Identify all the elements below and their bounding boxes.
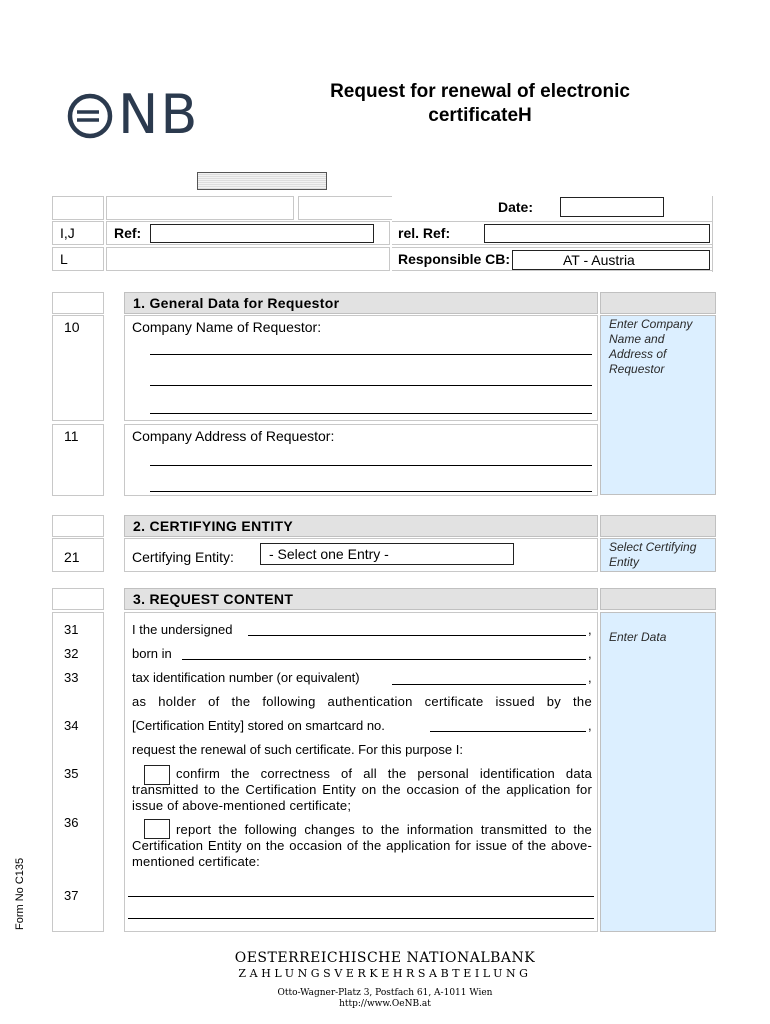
r34-text: [Certification Entity] stored on smartcard no.	[132, 718, 385, 733]
title-line-1: Request for renewal of electronic	[330, 81, 630, 102]
section2-hint: Select Certifying Entity	[609, 540, 697, 569]
r36-text-content: report the following changes to the information transmitted to the Certification Entity on the occasion of the application for issue of the above-mentioned certificate:	[132, 822, 592, 869]
field11-label: Company Address of Requestor:	[132, 428, 335, 444]
section2-header: 2. CERTIFYING ENTITY	[124, 515, 598, 537]
r35-text-content: confirm the correctness of all the personal identification data transmitted to the Certification Entity on the occasion of the application for issue of above-mentioned certificate;	[132, 766, 592, 813]
changes-input-line-2[interactable]	[128, 918, 594, 919]
r33-comma: ,	[588, 670, 592, 685]
section1-header: 1. General Data for Requestor	[124, 292, 598, 314]
company-name-line-2[interactable]	[150, 385, 592, 386]
row-ij-code: I,J	[60, 225, 75, 241]
date-label: Date:	[498, 199, 534, 215]
section3-left-cell	[52, 588, 104, 610]
company-name-line-1[interactable]	[150, 354, 592, 355]
footer-address: Otto-Wagner-Platz 3, Postfach 61, A-1011 Wien	[277, 988, 493, 998]
section2-hint-box	[600, 538, 716, 572]
footer-website: http://www.OeNB.at	[339, 999, 431, 1009]
section3-hint-box	[600, 612, 716, 932]
certifying-entity-value: - Select one Entry -	[269, 546, 389, 562]
holder-text: as holder of the following authentication certificate issued by the	[132, 694, 592, 709]
top-cell-b	[106, 196, 294, 220]
footer	[200, 950, 570, 1009]
section1-hint: Enter Company Name and Address of Requestor	[609, 317, 693, 376]
r32-comma: ,	[588, 646, 592, 661]
row-l-blank-cell	[106, 247, 390, 271]
office-use-field[interactable]	[197, 172, 327, 190]
ref-label: Ref:	[114, 225, 142, 241]
section2-left-cell	[52, 515, 104, 537]
r36-code: 36	[64, 815, 79, 830]
section3-header-right	[600, 588, 716, 610]
changes-input-line-1[interactable]	[128, 896, 594, 897]
row-l-code: L	[60, 251, 68, 267]
certifying-entity-select[interactable]	[260, 543, 514, 565]
footer-department: ZAHLUNGSVERKEHRSABTEILUNG	[238, 967, 532, 980]
r35-code: 35	[64, 766, 79, 781]
r33-code: 33	[64, 670, 79, 685]
r32-code: 32	[64, 646, 79, 661]
tax-id-input-line[interactable]	[392, 684, 586, 685]
r34-comma: ,	[588, 718, 592, 733]
r31-code: 31	[64, 622, 79, 637]
oenb-logo	[66, 83, 236, 146]
form-number	[14, 850, 26, 930]
responsible-cb-value: AT - Austria	[563, 252, 635, 268]
r36-text	[132, 822, 592, 870]
form-number-text: Form No C135	[14, 857, 26, 930]
r32-text: born in	[132, 646, 172, 661]
r35-text	[132, 766, 592, 814]
r31-text: I the undersigned	[132, 622, 233, 637]
responsible-cb-select[interactable]	[512, 250, 710, 270]
date-row	[392, 196, 712, 220]
field11-code: 11	[64, 428, 79, 444]
born-in-input-line[interactable]	[182, 659, 586, 660]
top-cell-a	[52, 196, 104, 220]
date-input[interactable]	[560, 197, 664, 217]
page-title	[280, 80, 680, 128]
rel-ref-label: rel. Ref:	[398, 225, 451, 241]
field21-label: Certifying Entity:	[132, 549, 234, 565]
section3-hint: Enter Data	[609, 630, 667, 644]
ref-input[interactable]	[150, 224, 374, 243]
section2-header-right	[600, 515, 716, 537]
smartcard-no-input-line[interactable]	[430, 731, 586, 732]
company-name-line-3[interactable]	[150, 413, 592, 414]
responsible-cb-label: Responsible CB:	[398, 251, 511, 267]
undersigned-input-line[interactable]	[248, 635, 586, 636]
field10-code: 10	[64, 319, 80, 335]
company-address-line-2[interactable]	[150, 491, 592, 492]
r31-comma: ,	[588, 622, 592, 637]
company-address-line-1[interactable]	[150, 465, 592, 466]
r33-text: tax identification number (or equivalent)	[132, 670, 360, 685]
section1-left-cell	[52, 292, 104, 314]
logo-letters: NB	[118, 83, 200, 146]
rel-ref-input[interactable]	[484, 224, 710, 243]
r34-code: 34	[64, 718, 79, 733]
section1-header-right	[600, 292, 716, 314]
right-edge-line	[712, 196, 713, 272]
footer-bank-name: OESTERREICHISCHE NATIONALBANK	[234, 950, 536, 966]
r37-code: 37	[64, 888, 79, 903]
field21-code: 21	[64, 549, 80, 565]
title-line-2: certificateH	[428, 105, 532, 126]
section1-hint-box	[600, 315, 716, 495]
request-text: request the renewal of such certificate. For this purpose I:	[132, 742, 463, 757]
section3-header: 3. REQUEST CONTENT	[124, 588, 598, 610]
field10-label: Company Name of Requestor:	[132, 319, 322, 335]
